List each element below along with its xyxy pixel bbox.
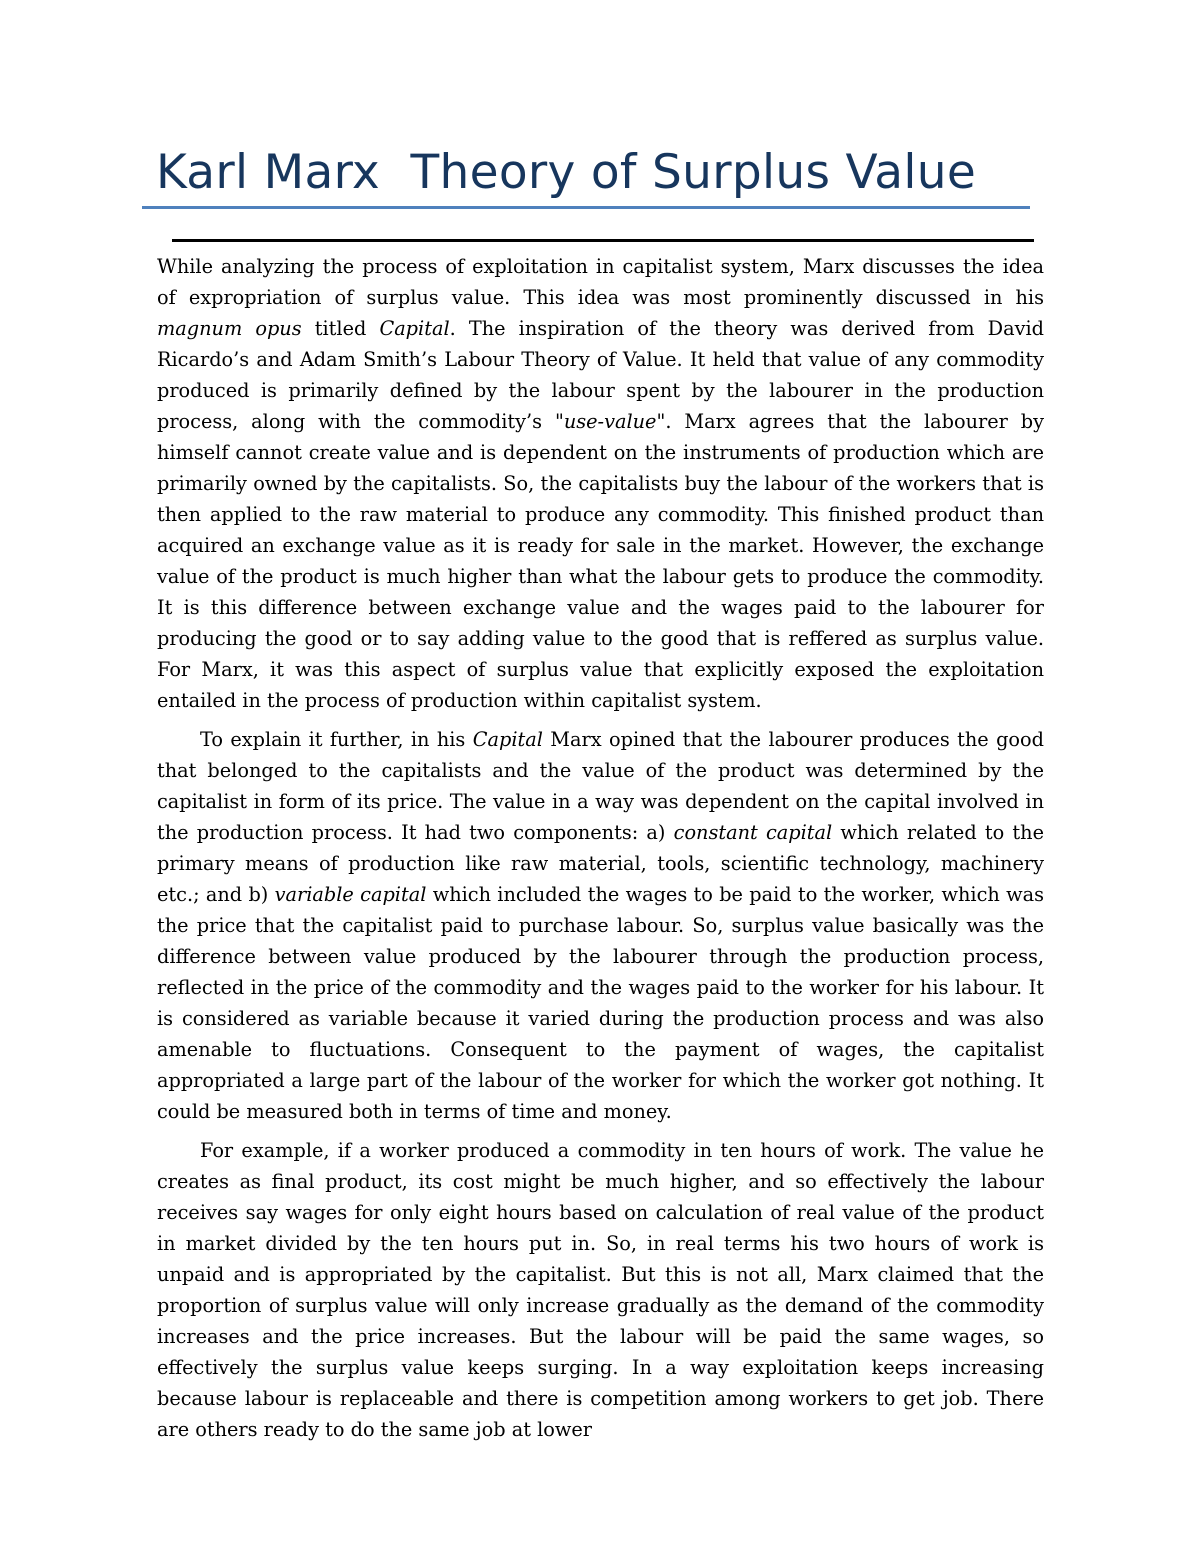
p1-italic-magnum-opus: magnum opus xyxy=(157,317,302,340)
p1-italic-use-value: use-value xyxy=(563,410,657,433)
paragraph-2 xyxy=(157,724,1044,1127)
p2-italic-capital: Capital xyxy=(472,728,543,751)
p1-text-2: titled xyxy=(301,317,380,340)
p1-italic-capital: Capital xyxy=(379,317,450,340)
paragraph-3 xyxy=(157,1135,1044,1445)
p2-text-1: To explain it further, in his xyxy=(200,728,473,751)
p2-text-4: which included the wages to be paid to the worker, which was the price that the capitalist paid to purchase labour. So, surplus value basically was the difference between value produced by the labourer through the production process, reflected in the price of the commodity and the wages paid to the worker for his labour. It is considered as variable because it varied during the production process and was also amenable to fluctuations. Consequent to the payment of wages, the capitalist appropriated a large part of the labour of the worker for which the worker got nothing. It could be measured both in terms of time and money. xyxy=(157,883,1044,1123)
paragraph-1 xyxy=(157,251,1044,716)
p1-text-4: ". Marx agrees that the labourer by himself cannot create value and is dependent on the instruments of production which are primarily owned by the capitalists. So, the capitalists buy the labour of the workers that is then applied to the raw material to produce any commodity. This finished product than acquired an exchange value as it is ready for sale in the market. However, the exchange value of the product is much higher than what the labour gets to produce the commodity. It is this difference between exchange value and the wages paid to the labourer for producing the good or to say adding value to the good that is reffered as surplus value. For Marx, it was this aspect of surplus value that explicitly exposed the exploitation entailed in the process of production within capitalist system. xyxy=(157,410,1044,712)
p2-italic-constant-capital: constant capital xyxy=(673,821,833,844)
p2-text-2: Marx opined that the labourer produces the good that belonged to the capitalists and the value of the product was determined by the capitalist in form of its price. The value in a way was dependent on the capital involved in the production process. It had two components: a) xyxy=(157,728,1044,844)
p3-text-1: For example, if a worker produced a commodity in ten hours of work. The value he creates as final product, its cost might be much higher, and so effectively the labour receives say wages for only eight hours based on calculation of real value of the product in market divided by the ten hours put in. So, in real terms his two hours of work is unpaid and is appropriated by the capitalist. But this is not all, Marx claimed that the proportion of surplus value will only increase gradually as the demand of the commodity increases and the price increases. But the labour will be paid the same wages, so effectively the surplus value keeps surging. In a way exploitation keeps increasing because labour is replaceable and there is competition among workers to get job. There are others ready to do the same job at lower xyxy=(157,1139,1044,1441)
p1-text-1: While analyzing the process of exploitation in capitalist system, Marx discusses the idea of expropriation of surplus value. This idea was most prominently discussed in his xyxy=(157,255,1044,309)
title-underline xyxy=(142,206,1030,209)
p2-text-3: which related to the primary means of production like raw material, tools, scientific technology, machinery etc.; and b) xyxy=(157,821,1044,906)
section-divider xyxy=(172,239,1034,242)
document-title: Karl Marx Theory of Surplus Value xyxy=(156,145,977,200)
document-body xyxy=(157,251,1044,1453)
p1-text-3: . The inspiration of the theory was derived from David Ricardo’s and Adam Smith’s Labour Theory of Value. It held that value of any commodity produced is primarily defined by the labour spent by the labourer in the production process, along with the commodity’s " xyxy=(157,317,1044,433)
p2-italic-variable-capital: variable capital xyxy=(274,883,427,906)
